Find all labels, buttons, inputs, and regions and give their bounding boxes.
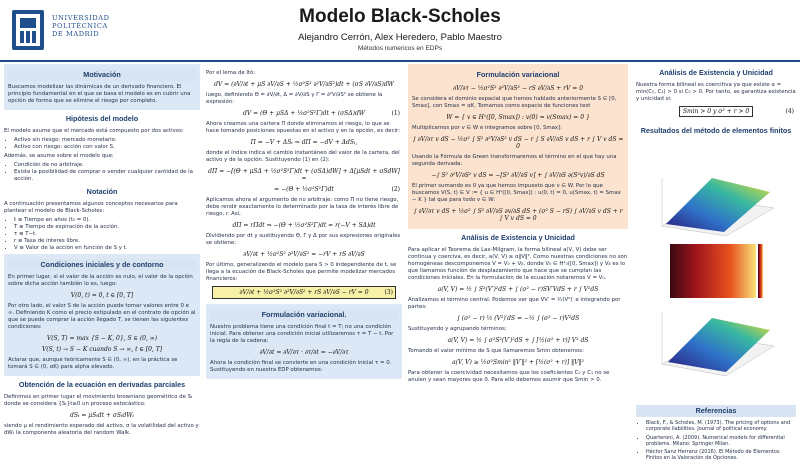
equation-ds: dSₜ = μSₜdt + σSₜdWₜ <box>69 412 135 419</box>
list-item: • T ≡ Tiempo de expiración de la acción. <box>14 224 200 231</box>
equation-limit: V(S, t) → S − K cuando S → ∞, t ∈ [0, T] <box>41 346 163 353</box>
equation-chain: ∂V/∂t = ∂V/∂τ · ∂τ/∂t = −∂V/∂τ <box>259 349 349 356</box>
poster-title: Modelo Black-Scholes <box>299 6 501 27</box>
condiciones-text-2: Por otro lado, el valor S de la acción puede tomar valores entre 0 e ∞. Definiendo K como el precio estipulado en el contrato de opción al que se puede comprar la acción llegado T, se tienen las siguientes condiciones: <box>8 303 196 330</box>
condiciones-text: En primer lugar, si el valor de la acción es nulo, el valor de la opción sobre dicha acción también lo es, luego: <box>8 274 193 287</box>
equation-cond-number: (4) <box>785 108 794 115</box>
equation-2-body: = −(Θ + ½σ²S²Γ)dt <box>274 186 334 193</box>
equation-2a: dΠ = −[(Θ + μSΔ + ½σ²S²Γ)dt + (σSΔ)dW] + Δ[μSdt + σSdW] = <box>208 168 400 182</box>
section-title-existencia: Análisis de Existencia y Unicidad <box>461 233 575 242</box>
equation-a: a(V, V) = ½ ∫ S²(V′)²dS + ∫ (σ² − r)SV′VdS + r ∫ V²dS <box>437 286 599 293</box>
reference-item: • Black, F., & Scholes, M. (1973). The pricing of options and corporate liabilities. Journal of political economy. <box>646 420 796 433</box>
list-item: • τ ≡ T−t. <box>14 231 200 238</box>
list-item: • r ≡ Tasa de interes libre. <box>14 238 200 245</box>
equation-pde: ∂V/∂τ − ½σ²S² ∂²V/∂S² − rS ∂V/∂S + rV = 0 <box>452 85 584 92</box>
equation-w: W = { v ∈ H¹([0, Smax]) : v(0) = v(Smax) = 0 } <box>446 114 590 121</box>
equation-int1: ∫ ∂V/∂τ v dS − ½σ² ∫ S² ∂²V/∂S² v dS − r ∫ S ∂V/∂S v dS + r ∫ V v dS = 0 <box>412 136 624 150</box>
hipotesis-intro-2: Además, se asume sobre el modelo que: <box>4 153 114 159</box>
equation-ito: dV = (∂V/∂t + μS ∂V/∂S + ½σ²S² ∂²V/∂S²)dt + (σS ∂V/∂S)dW <box>214 81 394 88</box>
section-title-condiciones: Condiciones iniciales y de contorno <box>8 259 196 271</box>
formulacion-text-2: Ahora la condición final se convierte en una condición inicial τ = 0. Sustituyendo en nuestra EDP obtenemos: <box>210 360 392 373</box>
equation-final-body: ∂V/∂t + ½σ²S² ∂²V/∂S² + rS ∂V/∂S − rV = 0 <box>239 289 369 296</box>
equation-1-number: (1) <box>391 110 400 117</box>
equation-final-number: (3) <box>384 289 393 296</box>
list-item: • Existe la posibilidad de comprar o vender cualquier cantidad de la acción. <box>14 169 200 183</box>
column-1 <box>4 64 200 469</box>
section-title-existencia-2: Análisis de Existencia y Unicidad <box>659 68 773 77</box>
text-noarb: Aplicamos ahora el argumento de no arbitraje: como Π no tiene riesgo, debe rendir exactamente lo determinado por la tasa de interés libre de riesgo, r. Así, <box>206 197 399 217</box>
result-surface-plot-2 <box>648 302 786 380</box>
text-donde: donde el índice indica el cambio instantáneo del valor de la cartera, del activo y de la opción. Sustituyendo (1) en (2): <box>206 150 400 163</box>
existencia-text: Para aplicar el Teorema de Lax-Milgram, la forma bilineal a(V, V) debe ser continua y coerciva, es decir, a(V, V) ≥ α‖V‖². Como nuestras condiciones no son homogéneas descomponemos V = V₀ + Vᵦ, donde V₀ ∈ H¹₀([0, Smax]) y Vᵦ es lo que llamamos función de desplazamiento que hace que se cumplan las condiciones iniciales. En la formulación de la ecuación notaremos V = V₀. <box>408 247 628 281</box>
reference-item: • Héctor Sanz Herranz (2016). El Método de Elementos Finitos en la Valoración de Opciones. <box>646 449 796 462</box>
hipotesis-intro: El modelo asume que el mercado está compuesto por dos activos: <box>4 128 184 134</box>
formulacion-text: Nuestro problema tiene una condición final t = T; no una condición inicial. Para obtener una condición inicial utilizaremos τ = T − t. Por la regla de la cadena: <box>210 324 394 344</box>
section-title-hipotesis: Hipótesis del modelo <box>65 114 139 123</box>
university-name: UNIVERSIDAD POLITÉCNICA DE MADRID <box>52 14 110 39</box>
existencia-text-2: Nuestra forma bilineal es coercitiva ya que existe α = min(C₀, C₁) > 0 si C₀ > 0. Por tanto, se garantiza existencia y unicidad si: <box>636 82 796 102</box>
equation-pi: Π = −V + ΔSₜ ⇒ dΠ = −dV + ΔdSₜ, <box>250 139 358 146</box>
notacion-list <box>14 217 200 252</box>
text-sust: Sustituyendo y agrupando términos: <box>408 326 507 332</box>
poster-header <box>0 0 800 62</box>
equation-rpi: dΠ = rΠdt ⇒ −(Θ + ½σ²S²Γ)dt = r(−V + SΔ)dt <box>232 222 376 229</box>
notacion-intro: A continuación presentamos algunos conceptos necesarios para plantear el modelo de Black-Scholes: <box>4 201 178 214</box>
text-mult: Multiplicamos por v ∈ W e integramos sobre [0, Smax]: <box>412 125 563 131</box>
section-title-obtencion: Obtención de la ecuación en derivadas parciales <box>18 380 186 389</box>
heatmap-colorbar <box>758 244 763 298</box>
column-4 <box>636 64 796 469</box>
list-item: • Condición de no arbitraje. <box>14 162 200 169</box>
equation-cond <box>636 108 796 115</box>
equation-1-body: dV = (Θ + μSΔ + ½σ²S²Γ)dt + (σSΔ)dW <box>243 110 365 117</box>
heatmap-field <box>670 244 756 298</box>
equation-final <box>212 286 396 299</box>
result-surface-plot-1 <box>648 168 786 240</box>
section-title-notacion: Notación <box>86 187 118 196</box>
condiciones-text-3: Aclarar que, aunque teóricamente S ∈ (0, ∞), en la práctica se tomará S ∈ (0, αK) para alpha elevado. <box>8 357 178 370</box>
section-title-referencias: Referencias <box>636 405 796 417</box>
equation-weak: ∫ ∂V/∂τ v dS + ½σ² ∫ S² ∂V/∂S ∂v/∂S dS + (σ² S − rS) ∫ ∂V/∂S v dS + r ∫ V v dS = 0 <box>413 208 623 222</box>
text-primer: El primer sumando es 0 ya que hemos impuesto que v ∈ W. Por lo que buscamos V(S, t) ∈ V := { u ∈ H¹([0, Smax]) : u(0, t) = 0, u(Smax, t) = Smax − K } tal que para todo v ∈ W: <box>412 183 621 203</box>
equation-2 <box>206 186 402 193</box>
text-coerc: Para obtener la coercividad necesitamos que los coeficientes C₀ y C₁ no se anulen y sean mayores que 0. Para ello debemos asumir que Smin > 0. <box>408 370 610 383</box>
text-green: Usando la Fórmula de Green transformaremos el término en el que hay una segunda derivada: <box>412 154 617 167</box>
section-title-formulacion: Formulación variacional. <box>210 309 398 321</box>
equation-green: −∫ S² ∂²V/∂S² v dS = −[S² ∂V/∂S v] + ∫ ∂V/∂S ∂(S²v)/∂S dS <box>431 172 605 179</box>
equation-1 <box>206 110 402 117</box>
text-theta: luego, definiendo Θ = ∂V/∂t, Δ = ∂V/∂S y Γ = ∂²V/∂S² se obtiene la expresión: <box>206 92 383 105</box>
column-3 <box>408 64 628 469</box>
section-title-formvar: Formulación variacional <box>412 69 624 81</box>
surface-mesh <box>666 178 770 232</box>
authors: Alejandro Cerrón, Alex Heredero, Pablo Maestro <box>298 32 502 43</box>
text-anal: Analizamos el término central. Podemos ver que VV′ = ½(V²)′ e integrando por partes: <box>408 297 621 310</box>
text-tomando: Tomando el valor mínimo de S que llamaremos Smin obtenemos: <box>408 348 584 354</box>
equation-2-number: (2) <box>391 186 400 193</box>
list-item: • t ≡ Tiempo en años (t₀ = 0). <box>14 217 200 224</box>
list-item: • Activo sin riesgo: mercado monetario. <box>14 137 200 144</box>
result-heatmap-plot <box>666 242 766 300</box>
list-item: • Activo con riesgo: acción con valor S. <box>14 144 200 151</box>
hipotesis-list <box>14 137 200 151</box>
references-list <box>646 420 796 462</box>
text-dominio: Se considera el dominio espacial que hemos hablado anteriormente S ∈ [0, Smax], con Smax = αK. Tomamos como espacio de funciones test <box>412 96 617 109</box>
equation-v0: V(0, t) = 0, t ∈ [0, T] <box>70 292 134 299</box>
equation-bs: ∂V/∂t + ½σ²S² ∂²V/∂S² = −rV + rS ∂V/∂S <box>243 251 365 258</box>
list-item: • V ≡ Valor de la acción en función de S y t. <box>14 245 200 252</box>
equation-cond-body: Smin > 0 y σ² + r > 0 <box>679 106 753 117</box>
equation-min: a(V, V) ≥ ½σ²Smin² ‖V′‖² + [½(σ² + r)] ‖V‖² <box>452 359 584 366</box>
obtencion-text-2: siendo μ el rendimiento esperado del activo, σ la volatilidad del activo y dWₜ la componente aleatoria del random Walk. <box>4 423 199 436</box>
subtitle: Métodos numericos en EDPs <box>357 45 443 52</box>
university-logo <box>10 8 46 52</box>
text-cartera: Ahora creamos una cartera Π donde eliminamos el riesgo, lo que se hace tomando posiciones opuestas en el activo y en la opción, es decir: <box>206 121 400 134</box>
text-dividiendo: Dividiendo por dt y sustituyendo Θ, Γ y Δ por sus expresiones originales se obtiene: <box>206 233 401 246</box>
obtencion-text: Definimos en primer lugar el movimiento browniano geométrico de Sₜ donde se considera {Sₜ}t≥0 un proceso estocástico: <box>4 394 193 407</box>
motivacion-text: Buscamos modelizar las dinámicas de un derivado financiero. El principio fundamental en el que se basa el modelo es en cubrir una opción de forma que se elimine el riesgo por completo. <box>8 84 191 104</box>
section-title-motivacion: Motivación <box>8 69 196 81</box>
text-porultimo: Por último, generalizando el modelo para S > 0 independiente de t, se llega a la ecuación de Black-Scholes que permite modelizar mercados financieros: <box>206 262 397 282</box>
ito-intro: Por el lema de Itô: <box>206 70 256 76</box>
equation-a2: a(V, V) = ½ ∫ σ²S²(V′)²dS + ∫ [½(σ² + r)] V² dS <box>447 337 589 344</box>
hipotesis-list-2 <box>14 162 200 183</box>
section-title-resultados: Resultados del método de elementos finitos <box>640 126 792 135</box>
equation-vst: V(S, T) = max {S − K, 0}, S ∈ (0, ∞) <box>46 335 158 342</box>
column-2 <box>206 64 402 469</box>
equation-parts: ∫ (σ² − r) ½ (V²)′dS = −½ ∫ (σ² − r)V²dS <box>456 315 580 322</box>
reference-item: • Quarteroni, A. (2009). Numerical models for differential problems. Milano: Springer Milan. <box>646 435 796 448</box>
